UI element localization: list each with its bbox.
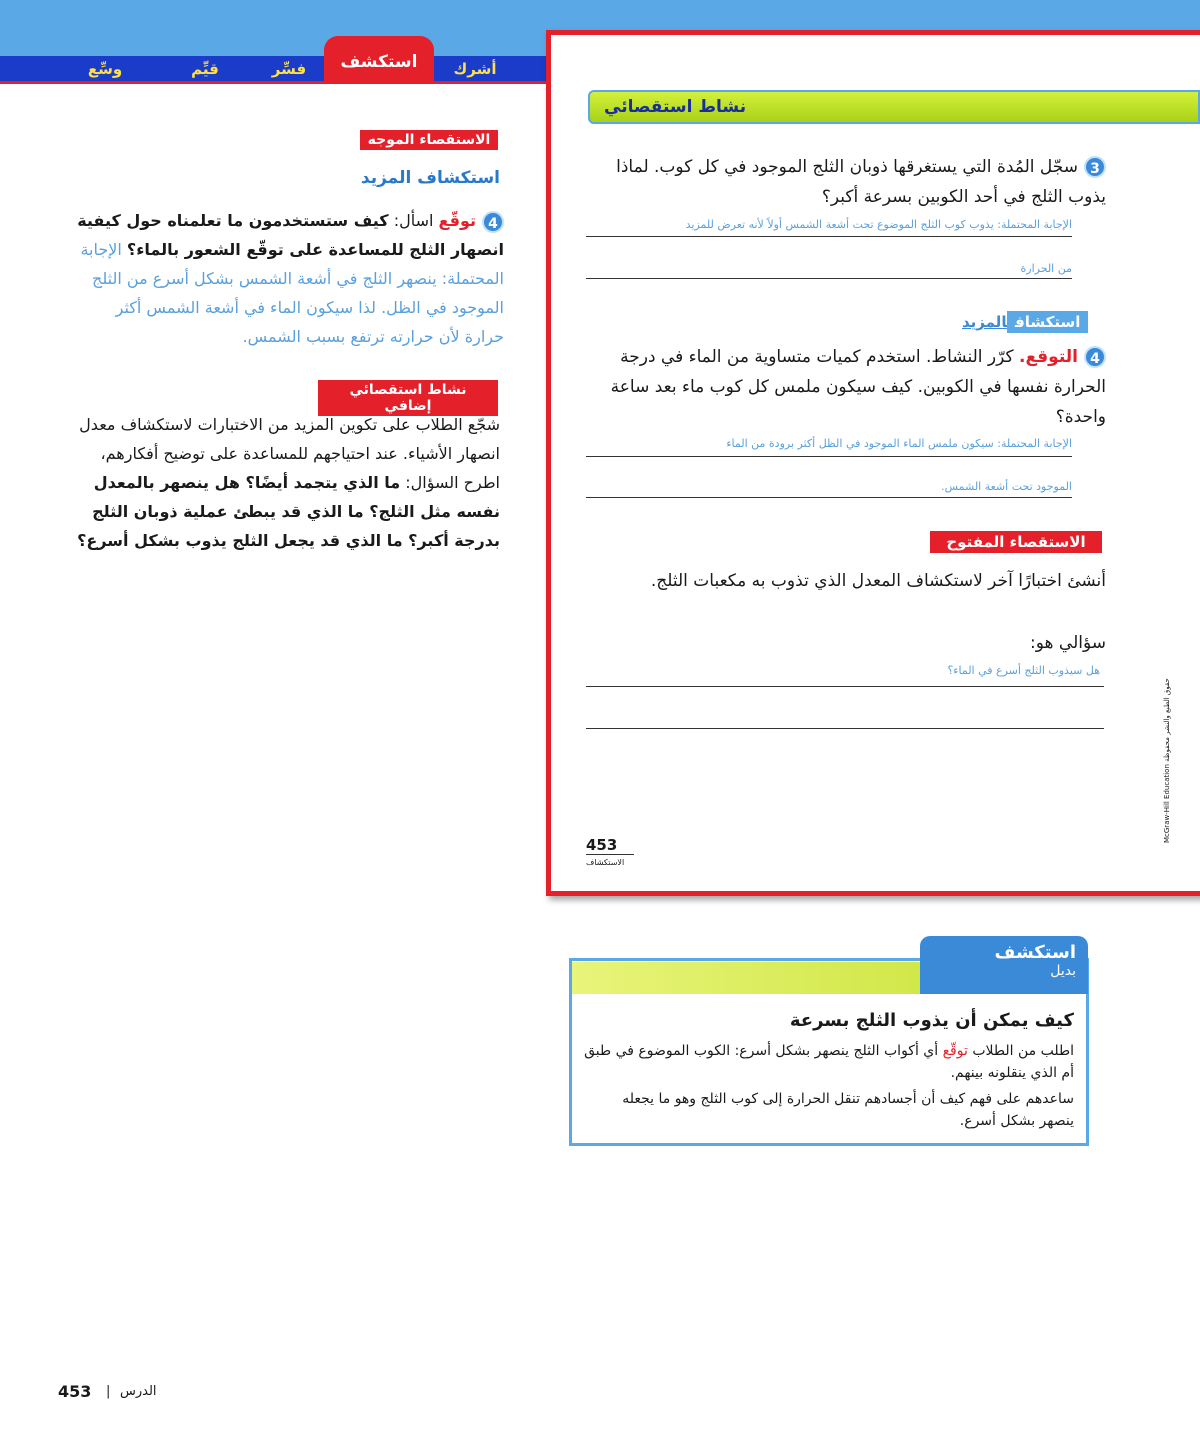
answer-line bbox=[586, 497, 1072, 498]
alt-paragraph-1 bbox=[584, 1040, 1074, 1084]
ws-q4-badge: 4 bbox=[1084, 346, 1106, 368]
alt-p1-start: اطلب من الطلاب bbox=[972, 1043, 1074, 1059]
extra-questions: ما الذي يتجمد أيضًا؟ هل ينصهر بالمعدل نفسه مثل الثلج؟ ما الذي قد يبطئ عملية ذوبان الثلج بدرجة أكبر؟ ما الذي قد يجعل الثلج يذوب بشكل أسرع؟ bbox=[77, 473, 500, 550]
ws-q4-keyword: التوقع. bbox=[1018, 347, 1078, 367]
ws-q4-text: كرّر النشاط. استخدم كميات متساوية من الماء في درجة الحرارة نفسها في الكوبين. كيف سيكون ملمس كل كوب ماء بعد ساعة واحدة؟ bbox=[610, 347, 1106, 427]
tab-extend[interactable]: وسِّع bbox=[87, 60, 123, 78]
footer-lesson-label: الدرس bbox=[120, 1384, 157, 1399]
banner-title: نشاط استقصائي bbox=[604, 97, 747, 117]
alt-tab-subtitle: بديل bbox=[1050, 963, 1076, 979]
guided-inquiry-label: الاستقصاء الموجه bbox=[360, 130, 498, 150]
my-question-answer: هل سيذوب الثلج أسرع في الماء؟ bbox=[947, 664, 1100, 677]
answer-line bbox=[586, 686, 1104, 687]
q4-keyword: توقّع bbox=[438, 211, 476, 230]
ws-page-number: 453 bbox=[586, 836, 634, 855]
answer-line bbox=[586, 278, 1072, 279]
q4-answer: الإجابة المحتملة: ينصهر الثلج في أشعة الشمس بشكل أسرع من الثلج الموجود في الظل. لذا سيكون الماء في أشعة الشمس أكثر حرارة لأن حرارته ترتفع بسبب الشمس. bbox=[80, 240, 504, 346]
open-inquiry-label: الاستقصاء المفتوح bbox=[930, 531, 1102, 553]
ws-page-label: الاستكشاف bbox=[586, 858, 625, 867]
footer-divider: | bbox=[106, 1384, 111, 1399]
ws-q4-answer-2: الموجود تحت أشعة الشمس. bbox=[941, 480, 1072, 493]
open-inquiry-text: أنشئ اختبارًا آخر لاستكشاف المعدل الذي تذوب به مكعبات الثلج. bbox=[650, 571, 1106, 591]
footer-page-number: 453 bbox=[58, 1382, 92, 1401]
tab-evaluate[interactable]: قيِّم bbox=[191, 60, 219, 78]
alt-tab-title: استكشف bbox=[994, 942, 1076, 963]
ws-q3 bbox=[588, 152, 1106, 212]
ws-q3-text: سجّل المُدة التي يستغرقها ذوبان الثلج الموجود في كل كوب. لماذا يذوب الثلج في أحد الكوبين بسرعة أكبر؟ bbox=[616, 157, 1106, 207]
q4-teacher-block bbox=[74, 206, 504, 351]
ws-q4-answer-1: الإجابة المحتملة: سيكون ملمس الماء الموجود في الظل أكثر برودة من الماء bbox=[726, 437, 1072, 450]
extra-inquiry-label: نشاط استقصائي إضافي bbox=[318, 380, 498, 416]
tab-engage[interactable]: أشرك bbox=[453, 60, 497, 78]
answer-line bbox=[586, 728, 1104, 729]
alternative-explore-tab bbox=[920, 936, 1088, 994]
extra-inquiry-text bbox=[70, 410, 500, 555]
alt-p1-end: أي أكواب الثلج ينصهر بشكل أسرع: الكوب الموضوع في طبق أم الذي ينقلونه بينهم. bbox=[584, 1043, 1074, 1081]
tab-explore[interactable]: استكشف bbox=[324, 36, 434, 84]
ws-explore-tab-b: المزيد bbox=[962, 313, 1007, 331]
ws-q4 bbox=[588, 342, 1106, 432]
ws-q3-answer-2: من الحرارة bbox=[1020, 262, 1072, 275]
extra-intro: شجّع الطلاب على تكوين المزيد من الاختبارات لاستكشاف معدل انصهار الأشياء. عند احتياجهم للمساعدة على توضيح أفكارهم، اطرح السؤال: bbox=[79, 415, 500, 492]
answer-line bbox=[586, 236, 1072, 237]
my-question-label: سؤالي هو: bbox=[1030, 633, 1106, 653]
ws-q3-badge: 3 bbox=[1084, 156, 1106, 178]
copyright-notice: McGraw-Hill Education حقوق الطبع والنشر محفوظة bbox=[1163, 678, 1171, 843]
alt-paragraph-2: ساعدهم على فهم كيف أن أجسادهم تنقل الحرارة إلى كوب الثلج وهو ما يجعله ينصهر بشكل أسرع. bbox=[622, 1091, 1074, 1129]
alt-heading: كيف يمكن أن يذوب الثلج بسرعة bbox=[789, 1010, 1074, 1031]
q4-number-badge: 4 bbox=[482, 211, 504, 233]
alt-p1-keyword: توقّع bbox=[942, 1043, 968, 1059]
answer-line bbox=[586, 456, 1072, 457]
q4-ask: اسأل: bbox=[393, 211, 434, 230]
ws-q3-answer-1: الإجابة المحتملة: يذوب كوب الثلج الموضوع تحت أشعة الشمس أولاً لأنه تعرض للمزيد bbox=[685, 218, 1072, 231]
ws-explore-more-tab bbox=[962, 312, 1088, 331]
q4-question: كيف ستستخدمون ما تعلمناه حول كيفية انصهار الثلج للمساعدة على توقّع الشعور بالماء؟ bbox=[77, 211, 504, 259]
explore-more-heading: استكشاف المزيد bbox=[360, 168, 500, 188]
tab-explain[interactable]: فسِّر bbox=[271, 60, 307, 78]
ws-explore-tab-a: استكشاف bbox=[1007, 311, 1088, 333]
inquiry-activity-banner bbox=[588, 90, 1200, 124]
